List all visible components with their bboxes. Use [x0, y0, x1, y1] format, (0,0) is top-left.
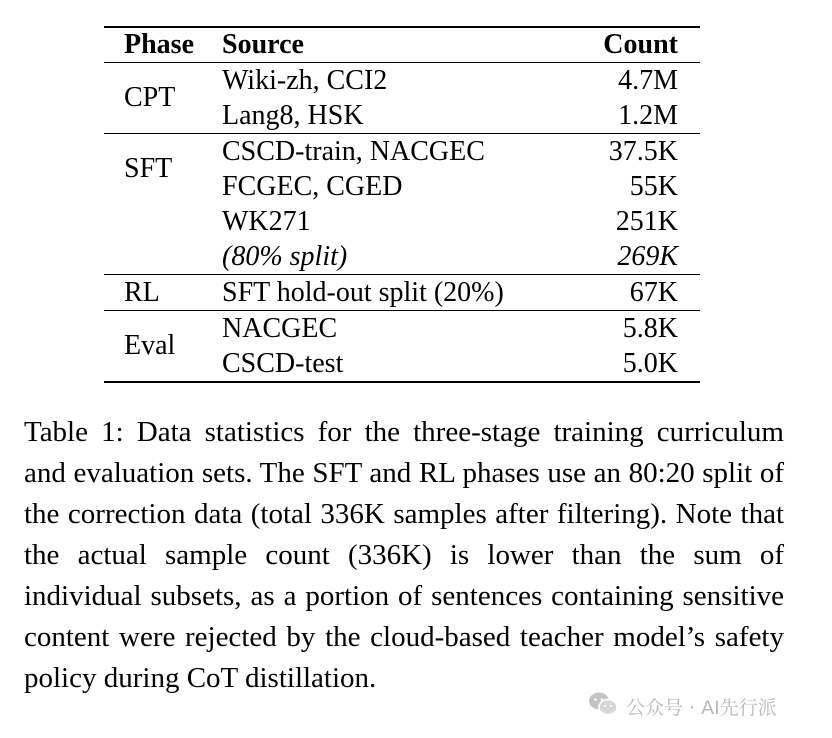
- table-row: [104, 275, 700, 311]
- table: [104, 26, 700, 383]
- count-cell: 55K: [629, 170, 678, 202]
- header-row: [104, 27, 700, 63]
- source-cell: Wiki-zh, CCI2: [222, 64, 388, 96]
- count-cell: 5.8K: [622, 312, 678, 344]
- data-statistics-table: [104, 26, 700, 383]
- phase-cell: SFT: [124, 153, 173, 184]
- source-cell: CSCD-train, NACGEC: [222, 135, 485, 167]
- table-row: [104, 134, 700, 170]
- table-caption: Table 1: Data statistics for the three-stage training curriculum and evaluation sets. The SFT and RL phases use an 80:20 split of the correction data (total 336K samples after filtering). Note that the actual sample count (336K) is lower than the sum of individual subsets, as a portion of sentences containing sensitive content were rejected by the cloud-based teacher model’s safety policy during CoT distillation.: [24, 416, 784, 694]
- phase-cell: CPT: [124, 82, 176, 113]
- phase-cell: Eval: [124, 330, 176, 361]
- count-cell: 67K: [629, 276, 678, 308]
- wechat-icon: [588, 691, 618, 722]
- table-row: [104, 311, 700, 347]
- group-cpt: [104, 63, 700, 134]
- source-cell: (80% split): [222, 240, 348, 272]
- group-eval: [104, 311, 700, 383]
- header-source: Source: [222, 29, 304, 60]
- source-cell: Lang8, HSK: [222, 99, 364, 131]
- count-cell: 5.0K: [622, 347, 678, 379]
- source-cell: SFT hold-out split (20%): [222, 276, 504, 308]
- source-cell: CSCD-test: [222, 347, 344, 379]
- watermark-text: 公众号 · AI先行派: [626, 696, 777, 719]
- header-count: Count: [603, 29, 678, 60]
- count-cell: 269K: [617, 240, 678, 272]
- source-cell: WK271: [222, 205, 311, 237]
- phase-cell: RL: [124, 276, 160, 308]
- count-cell: 1.2M: [618, 99, 678, 131]
- watermark: [588, 690, 777, 722]
- table-row: [104, 63, 700, 99]
- header-phase: Phase: [124, 29, 194, 60]
- source-cell: FCGEC, CGED: [222, 170, 403, 202]
- group-sft: [104, 134, 700, 275]
- group-rl: [104, 275, 700, 311]
- count-cell: 4.7M: [618, 64, 678, 96]
- count-cell: 37.5K: [608, 135, 678, 167]
- source-cell: NACGEC: [222, 312, 338, 344]
- count-cell: 251K: [615, 205, 678, 237]
